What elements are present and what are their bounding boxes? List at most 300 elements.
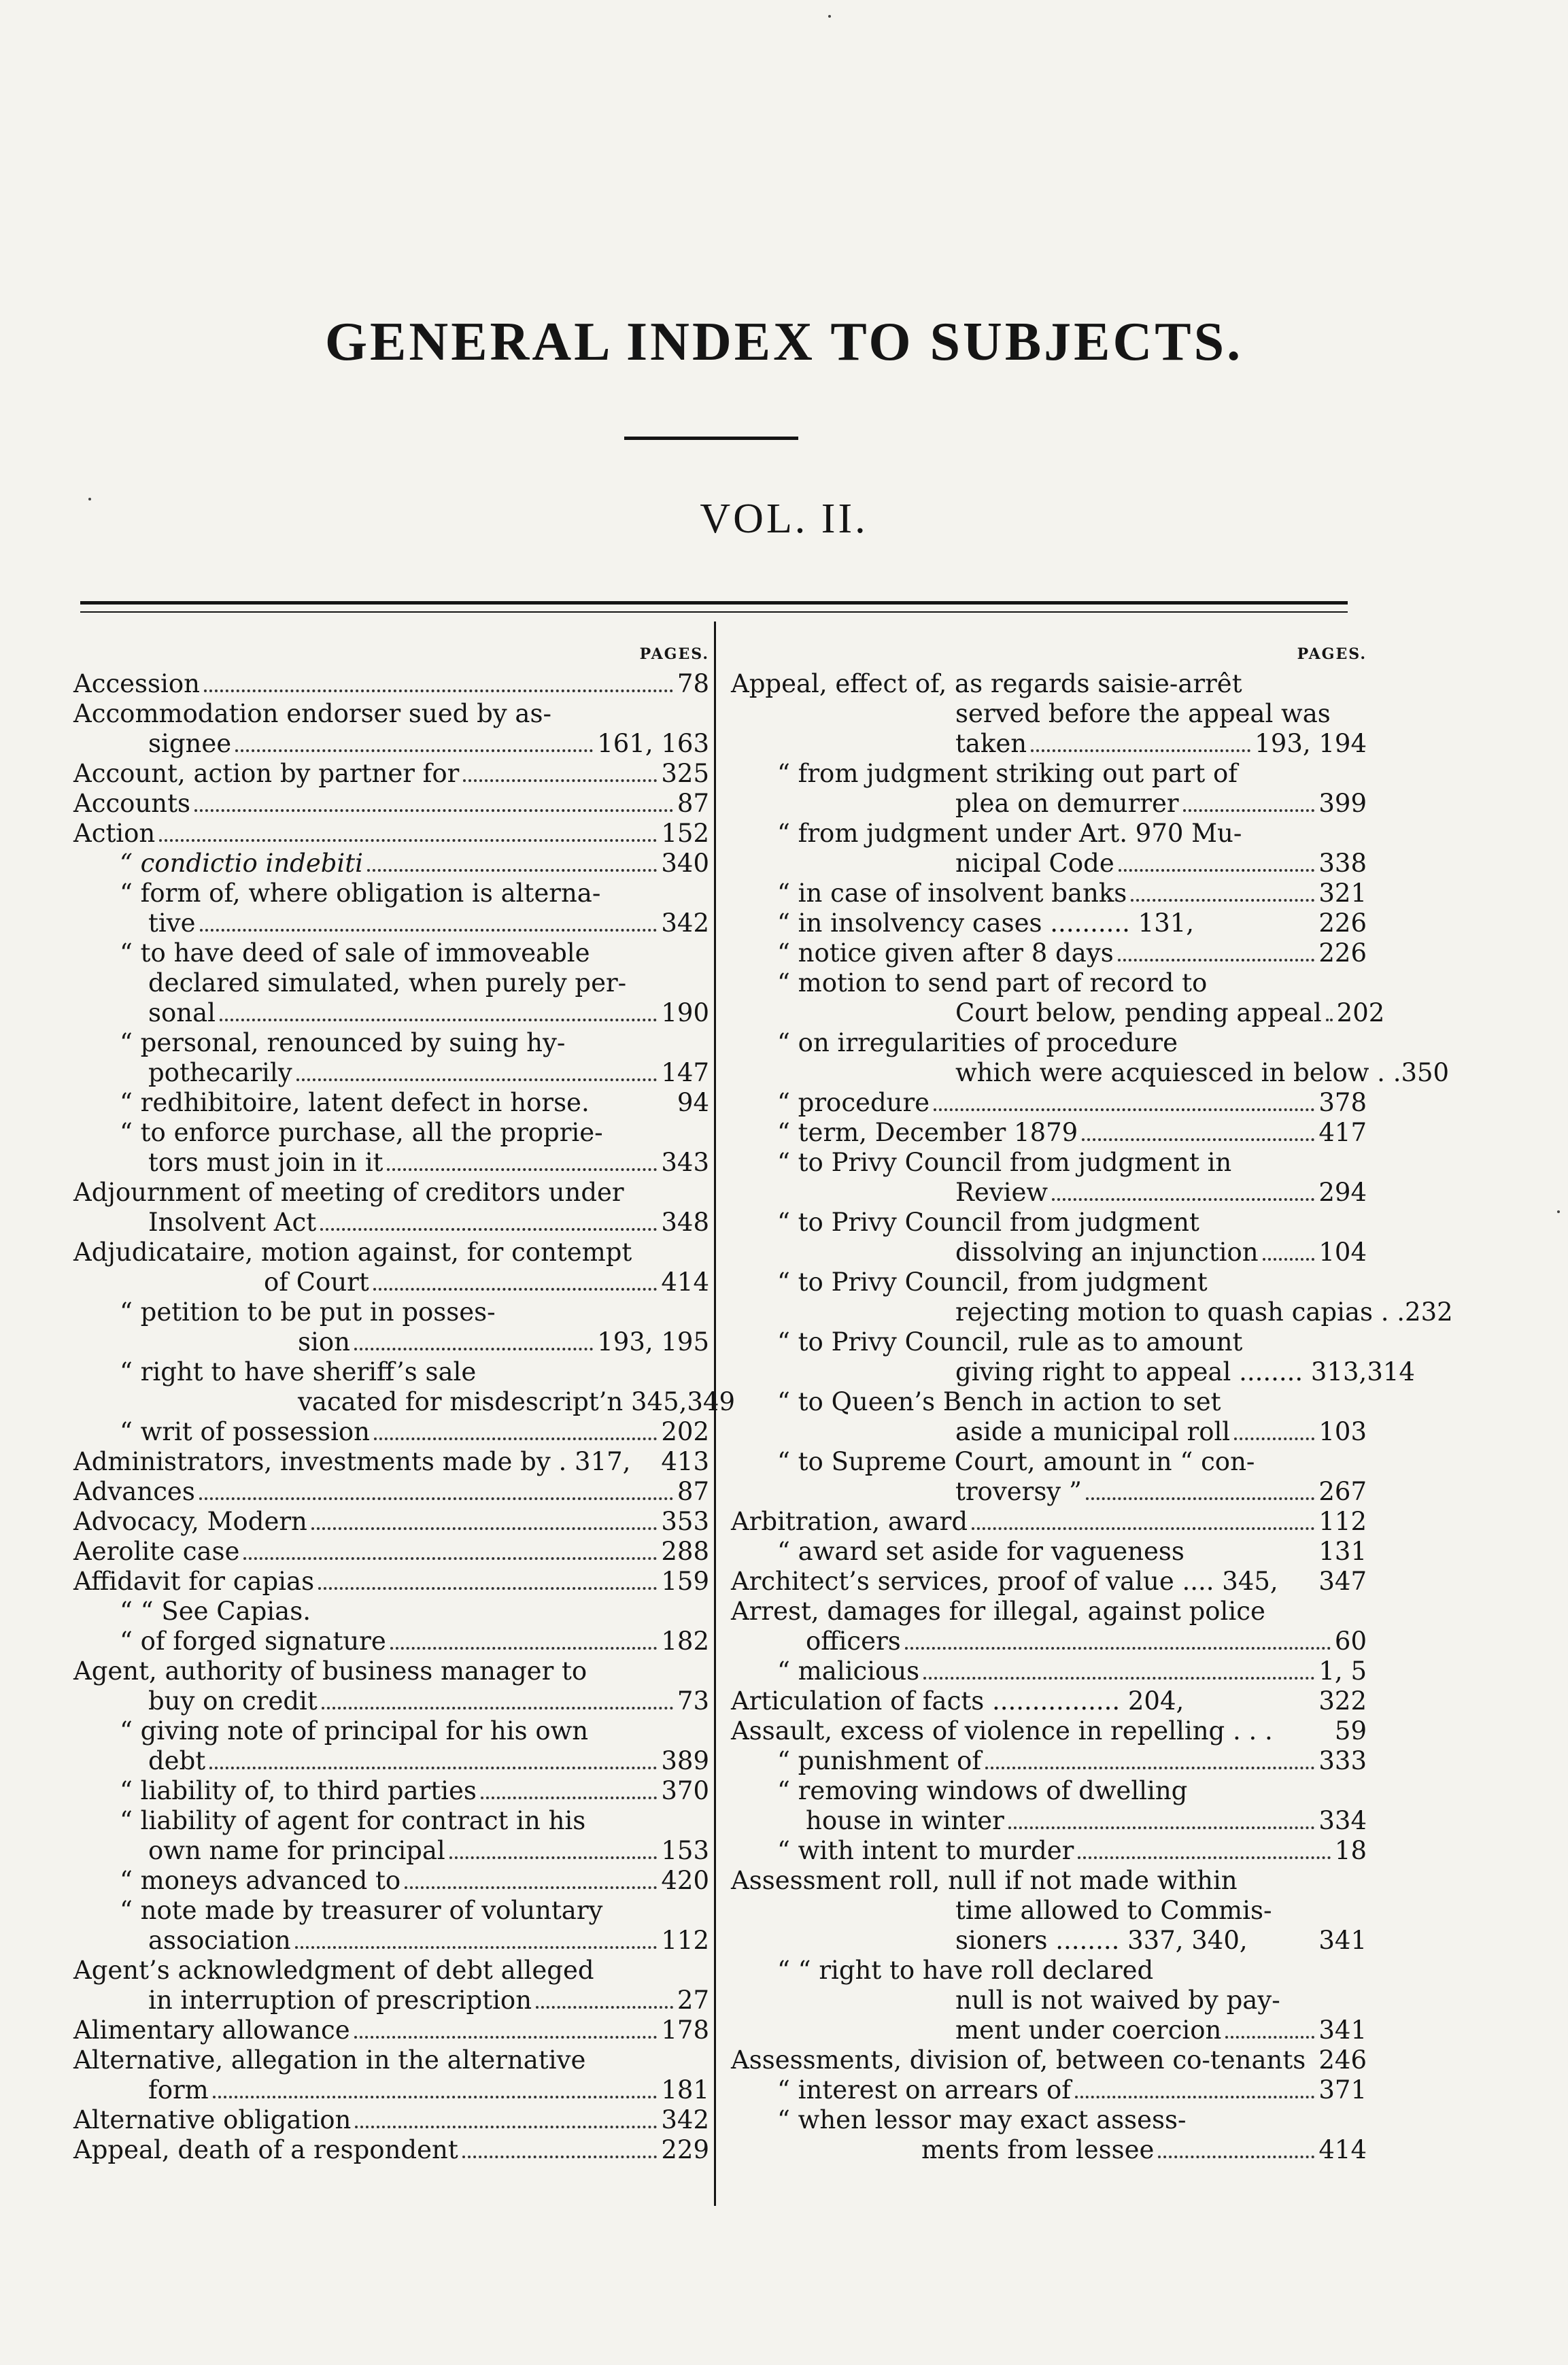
entry-text: Adjournment of meeting of creditors under xyxy=(73,1178,624,1207)
page-number: 94 xyxy=(677,1088,709,1117)
entry-text: Articulation of facts ................ 204, xyxy=(731,1686,1184,1716)
page-number: 342 xyxy=(661,908,709,938)
dot-leader xyxy=(1234,1437,1314,1440)
dot-leader xyxy=(354,1348,593,1350)
entry-text: officers xyxy=(806,1627,901,1656)
entry-text: “ removing windows of dwelling xyxy=(777,1776,1188,1805)
page-number: 229 xyxy=(661,2135,709,2164)
index-entry xyxy=(73,819,709,849)
index-entry xyxy=(731,1447,1367,1477)
page-number: 321 xyxy=(1318,879,1367,908)
print-speck xyxy=(1557,1210,1560,1213)
entry-text: Affidavit for capias xyxy=(73,1567,315,1596)
dot-leader xyxy=(374,1437,657,1440)
index-entry xyxy=(73,759,709,789)
dot-leader xyxy=(311,1527,658,1530)
page-number: 78 xyxy=(677,669,709,698)
index-entry xyxy=(73,1118,709,1148)
index-entry xyxy=(731,1387,1367,1417)
entry-text: “ of forged signature xyxy=(120,1627,386,1656)
entry-text: Agent’s acknowledgment of debt alleged xyxy=(73,1956,594,1985)
entry-text: tors must join in it xyxy=(148,1148,384,1177)
dot-leader xyxy=(295,1946,658,1949)
title-rule xyxy=(624,437,798,440)
page-number: 348 xyxy=(661,1208,709,1237)
page-number: 414 xyxy=(661,1267,709,1297)
entry-text: rejecting motion to quash capias . . xyxy=(955,1297,1405,1327)
entry-text: plea on demurrer xyxy=(955,789,1179,818)
page-number: 178 xyxy=(661,2015,709,2045)
pages-header-left: PAGES. xyxy=(639,645,709,663)
entry-text: aside a municipal roll xyxy=(955,1417,1231,1446)
entry-text: “ writ of possession xyxy=(120,1417,370,1446)
entry-text: Assault, excess of violence in repelling . . . xyxy=(731,1716,1273,1746)
entry-text: own name for principal xyxy=(148,1836,445,1865)
index-entry xyxy=(73,1656,709,1686)
index-entry xyxy=(731,789,1367,819)
index-entry xyxy=(73,1956,709,1986)
dot-leader xyxy=(1052,1198,1314,1201)
entry-text: “ to enforce purchase, all the proprie- xyxy=(120,1118,603,1147)
index-entry xyxy=(731,669,1367,699)
index-entry xyxy=(73,2075,709,2105)
dot-leader xyxy=(1086,1497,1314,1500)
entry-text: “ interest on arrears of xyxy=(777,2075,1071,2105)
page-number: 147 xyxy=(661,1058,709,1087)
dot-leader xyxy=(199,1497,673,1500)
index-entry xyxy=(731,699,1367,729)
entry-text: sion xyxy=(298,1327,350,1357)
entry-text: “ to Queen’s Bench in action to set xyxy=(777,1387,1221,1416)
index-entry xyxy=(731,729,1367,759)
dot-leader xyxy=(209,1767,657,1769)
index-entry xyxy=(73,1836,709,1866)
entry-text: “ procedure xyxy=(777,1088,930,1117)
dot-leader xyxy=(355,2126,657,2128)
index-column-right xyxy=(731,639,1453,2165)
page-number: 87 xyxy=(677,1477,709,1506)
page-number: 349 xyxy=(687,1387,736,1416)
entry-text: signee xyxy=(148,729,232,758)
dot-leader xyxy=(923,1677,1314,1680)
page-number: 322 xyxy=(1318,1686,1367,1716)
entry-text: “ condictio indebiti xyxy=(120,849,363,878)
entry-text: Advocacy, Modern xyxy=(73,1507,307,1536)
dot-leader xyxy=(220,1019,657,1021)
index-entry xyxy=(73,1208,709,1238)
entry-text: Alternative obligation xyxy=(73,2105,352,2134)
page-number: 152 xyxy=(661,819,709,848)
index-entry xyxy=(73,1716,709,1746)
entry-text: declared simulated, when purely per- xyxy=(148,968,627,998)
dot-leader xyxy=(1078,1856,1331,1859)
entry-text: “ giving note of principal for his own xyxy=(120,1716,589,1746)
dot-leader xyxy=(354,2036,658,2039)
entry-text: Aerolite case xyxy=(73,1537,240,1566)
entry-text: “ on irregularities of procedure xyxy=(777,1028,1178,1057)
index-entry xyxy=(73,2105,709,2135)
index-entry xyxy=(731,1567,1367,1597)
dot-leader xyxy=(235,749,593,752)
print-speck xyxy=(828,15,831,18)
index-entry xyxy=(731,1357,1415,1387)
page-number: 350 xyxy=(1401,1058,1450,1087)
entry-text: “ punishment of xyxy=(777,1746,982,1775)
dot-leader xyxy=(462,2156,658,2158)
dot-leader xyxy=(1131,899,1314,902)
page-number: 1, 5 xyxy=(1318,1656,1367,1686)
index-entry xyxy=(73,1267,709,1297)
dot-leader xyxy=(1118,959,1315,962)
entry-text: dissolving an injunction xyxy=(955,1238,1259,1267)
index-entry xyxy=(731,1656,1367,1686)
index-entry xyxy=(731,1716,1367,1746)
index-entry xyxy=(731,938,1367,968)
index-entry xyxy=(73,1028,709,1058)
index-entry xyxy=(731,2075,1367,2105)
index-entry xyxy=(731,1776,1367,1806)
entry-text: “ when lessor may exact assess- xyxy=(777,2105,1187,2134)
index-entry xyxy=(731,1208,1367,1238)
entry-text: Administrators, investments made by . 317, xyxy=(73,1447,631,1476)
index-entry xyxy=(731,1477,1367,1507)
index-entry xyxy=(73,2045,709,2075)
index-entry xyxy=(73,1776,709,1806)
index-entry xyxy=(731,1507,1367,1537)
dot-leader xyxy=(905,1647,1331,1650)
page-number: 226 xyxy=(1318,908,1367,938)
page-number: 153 xyxy=(661,1836,709,1865)
dot-leader xyxy=(200,929,658,932)
page-number: 161, 163 xyxy=(597,729,709,758)
index-entry xyxy=(73,1357,709,1387)
index-entry xyxy=(731,1327,1367,1357)
entry-text: null is not waived by pay- xyxy=(955,1986,1280,2015)
index-entry xyxy=(731,1297,1453,1327)
index-entry xyxy=(731,1686,1367,1716)
dot-leader xyxy=(463,779,657,782)
index-entry xyxy=(731,1806,1367,1836)
index-entry xyxy=(73,2135,709,2165)
dot-leader xyxy=(1263,1258,1315,1261)
dot-leader xyxy=(449,1856,658,1859)
index-entry xyxy=(731,1956,1367,1986)
index-entry xyxy=(73,1926,709,1956)
index-entry xyxy=(73,1597,709,1627)
page-number: 18 xyxy=(1334,1836,1367,1865)
index-entry xyxy=(731,2105,1367,2135)
index-entry xyxy=(73,1058,709,1088)
index-entry xyxy=(73,1627,709,1656)
dot-leader xyxy=(318,1587,657,1590)
entry-text: “ personal, renounced by suing hy- xyxy=(120,1028,566,1057)
entry-text: Review xyxy=(955,1178,1049,1207)
dot-leader xyxy=(1183,809,1315,812)
page-number: 246 xyxy=(1318,2045,1367,2075)
dot-leader xyxy=(373,1288,658,1291)
page-number: 190 xyxy=(661,998,709,1027)
dot-leader xyxy=(1326,1019,1333,1021)
entry-text: of Court xyxy=(264,1267,369,1297)
index-entry xyxy=(731,819,1367,849)
entry-text: “ to Privy Council, from judgment xyxy=(777,1267,1208,1297)
entry-text: Appeal, death of a respondent xyxy=(73,2135,458,2164)
dot-leader xyxy=(1082,1138,1314,1141)
page-number: 334 xyxy=(1318,1806,1367,1835)
entry-text: “ “ See Capias. xyxy=(120,1597,311,1626)
entry-text: “ malicious xyxy=(777,1656,920,1686)
entry-text: “ to Privy Council, rule as to amount xyxy=(777,1327,1243,1357)
index-entry xyxy=(731,1417,1367,1447)
index-entry xyxy=(73,1866,709,1896)
dot-leader xyxy=(320,1228,657,1231)
dot-leader xyxy=(1031,749,1250,752)
index-entry xyxy=(73,789,709,819)
entry-text: form xyxy=(148,2075,209,2105)
entry-text: Assessment roll, null if not made within xyxy=(731,1866,1238,1895)
index-entry xyxy=(73,879,709,908)
page-number: 232 xyxy=(1405,1297,1453,1327)
page-number: 294 xyxy=(1318,1178,1367,1207)
entry-text: “ liability of, to third parties xyxy=(120,1776,477,1805)
page-number: 193, 194 xyxy=(1255,729,1367,758)
entry-text: “ right to have sheriff’s sale xyxy=(120,1357,477,1386)
index-entry xyxy=(731,1836,1367,1866)
dot-leader xyxy=(390,1647,658,1650)
entry-text: “ petition to be put in posses- xyxy=(120,1297,496,1327)
page-number: 371 xyxy=(1318,2075,1367,2105)
index-entry xyxy=(73,908,709,938)
entry-text: “ moneys advanced to xyxy=(120,1866,401,1895)
entry-text: Accounts xyxy=(73,789,190,818)
index-entry xyxy=(73,1088,709,1118)
entry-text: “ from judgment under Art. 970 Mu- xyxy=(777,819,1242,848)
entry-text: Court below, pending appeal xyxy=(955,998,1322,1027)
dot-leader xyxy=(934,1108,1314,1111)
dot-leader xyxy=(159,839,657,842)
page-number: 341 xyxy=(1318,1926,1367,1955)
index-entry xyxy=(73,1297,709,1327)
index-entry xyxy=(73,1417,709,1447)
entry-text: Alternative, allegation in the alternative xyxy=(73,2045,586,2075)
dot-leader xyxy=(387,1168,657,1171)
entry-text: troversy ” xyxy=(955,1477,1082,1506)
page-number: 378 xyxy=(1318,1088,1367,1117)
index-entry xyxy=(73,1387,736,1417)
entry-text: “ redhibitoire, latent defect in horse. xyxy=(120,1088,590,1117)
index-entry xyxy=(731,1088,1367,1118)
entry-text: buy on credit xyxy=(148,1686,318,1716)
page-number: 87 xyxy=(677,789,709,818)
dot-leader xyxy=(367,869,657,872)
entry-text: “ motion to send part of record to xyxy=(777,968,1208,998)
entry-text: vacated for misdescript’n 345, xyxy=(298,1387,687,1416)
index-entry xyxy=(73,1686,709,1716)
volume-heading: VOL. II. xyxy=(700,496,868,542)
entry-text: taken xyxy=(955,729,1027,758)
page-number: 181 xyxy=(661,2075,709,2105)
entry-text: Alimentary allowance xyxy=(73,2015,350,2045)
index-entry xyxy=(731,1866,1367,1896)
dot-leader xyxy=(204,690,673,692)
index-entry xyxy=(73,1178,709,1208)
entry-text: giving right to appeal ........ 313, xyxy=(955,1357,1367,1386)
entry-text: “ to have deed of sale of immoveable xyxy=(120,938,590,968)
index-entry xyxy=(73,849,709,879)
entry-text: ment under coercion xyxy=(955,2015,1222,2045)
page-number: 112 xyxy=(661,1926,709,1955)
dot-leader xyxy=(405,1886,657,1889)
entry-text: “ liability of agent for contract in his xyxy=(120,1806,586,1835)
index-entry xyxy=(731,759,1367,789)
index-entry xyxy=(731,2045,1367,2075)
entry-text: Assessments, division of, between co-tenants xyxy=(731,2045,1306,2075)
page-number: 226 xyxy=(1318,938,1367,968)
pages-header-right: PAGES. xyxy=(1297,645,1367,663)
page-number: 417 xyxy=(1318,1118,1367,1147)
entry-text: “ notice given after 8 days xyxy=(777,938,1114,968)
dot-leader xyxy=(1158,2156,1314,2158)
entry-text: Accommodation endorser sued by as- xyxy=(73,699,551,728)
index-entry xyxy=(73,1507,709,1537)
page-number: 112 xyxy=(1318,1507,1367,1536)
page-number: 389 xyxy=(661,1746,709,1775)
entry-text: “ to Privy Council from judgment in xyxy=(777,1148,1232,1177)
dot-leader xyxy=(481,1797,657,1799)
index-entry xyxy=(731,1058,1450,1088)
dot-leader xyxy=(972,1527,1314,1530)
index-column-left xyxy=(73,639,736,2165)
index-entry xyxy=(731,1267,1367,1297)
index-entry xyxy=(731,1148,1367,1178)
double-rule xyxy=(80,601,1348,613)
entry-text: which were acquiesced in below . . xyxy=(955,1058,1401,1087)
dot-leader xyxy=(1119,869,1315,872)
dot-leader xyxy=(536,2006,673,2009)
page-number: 267 xyxy=(1318,1477,1367,1506)
entry-text: “ term, December 1879 xyxy=(777,1118,1078,1147)
index-entry xyxy=(73,1806,709,1836)
index-entry xyxy=(73,1567,709,1597)
entry-text: “ to Privy Council from judgment xyxy=(777,1208,1199,1237)
index-entry xyxy=(731,2015,1367,2045)
page-number: 60 xyxy=(1334,1627,1367,1656)
entry-text: “ in case of insolvent banks xyxy=(777,879,1127,908)
index-entry xyxy=(73,729,709,759)
page-number: 413 xyxy=(661,1447,709,1476)
index-entry xyxy=(73,1447,709,1477)
entry-text: Accession xyxy=(73,669,200,698)
entry-text: “ in insolvency cases .......... 131, xyxy=(777,908,1195,938)
index-entry xyxy=(731,998,1385,1028)
entry-text: in interruption of prescription xyxy=(148,1986,532,2015)
page-number: 342 xyxy=(661,2105,709,2134)
entry-text: Action xyxy=(73,819,156,848)
page-number: 420 xyxy=(661,1866,709,1895)
entry-text: tive xyxy=(148,908,196,938)
entry-text: Adjudicataire, motion against, for contempt xyxy=(73,1238,632,1267)
entry-text: sonal xyxy=(148,998,216,1027)
entry-text: “ with intent to murder xyxy=(777,1836,1074,1865)
page-number: 341 xyxy=(1318,2015,1367,2045)
page-number: 73 xyxy=(677,1686,709,1716)
index-entry xyxy=(73,699,709,729)
page-number: 27 xyxy=(677,1986,709,2015)
dot-leader xyxy=(985,1767,1314,1769)
index-entry xyxy=(731,1926,1367,1956)
index-entry xyxy=(73,1148,709,1178)
dot-leader xyxy=(243,1557,657,1560)
page-number: 159 xyxy=(661,1567,709,1596)
index-entry xyxy=(731,968,1367,998)
index-entry xyxy=(731,1896,1367,1926)
page-number: 343 xyxy=(661,1148,709,1177)
entry-text: Arbitration, award xyxy=(731,1507,968,1536)
index-entry xyxy=(731,1118,1367,1148)
entry-text: nicipal Code xyxy=(955,849,1114,878)
index-entry xyxy=(73,1746,709,1776)
entry-text: debt xyxy=(148,1746,206,1775)
index-entry xyxy=(731,1627,1367,1656)
index-entry xyxy=(73,1896,709,1926)
entry-text: Account, action by partner for xyxy=(73,759,460,788)
page-number: 340 xyxy=(661,849,709,878)
dot-leader xyxy=(1008,1826,1315,1829)
dot-leader xyxy=(194,809,673,812)
entry-text: “ form of, where obligation is alterna- xyxy=(120,879,601,908)
index-entry xyxy=(731,1028,1367,1058)
entry-text: served before the appeal was xyxy=(955,699,1331,728)
index-entry xyxy=(731,1986,1367,2015)
page-number: 131 xyxy=(1318,1537,1367,1566)
page-number: 59 xyxy=(1334,1716,1367,1746)
page-number: 103 xyxy=(1318,1417,1367,1446)
dot-leader xyxy=(296,1078,658,1081)
index-entry xyxy=(73,1537,709,1567)
index-entry xyxy=(73,998,709,1028)
entry-text: association xyxy=(148,1926,291,1955)
page-number: 325 xyxy=(661,759,709,788)
index-entry xyxy=(73,2015,709,2045)
index-entry xyxy=(731,849,1367,879)
page-number: 338 xyxy=(1318,849,1367,878)
entry-text: “ “ right to have roll declared xyxy=(777,1956,1154,1985)
page-number: 414 xyxy=(1318,2135,1367,2164)
dot-leader xyxy=(1075,2096,1314,2098)
index-entry xyxy=(731,908,1367,938)
page-number: 104 xyxy=(1318,1238,1367,1267)
entry-text: pothecarily xyxy=(148,1058,292,1087)
entry-text: Insolvent Act xyxy=(148,1208,317,1237)
index-entry xyxy=(731,1597,1367,1627)
page-number: 399 xyxy=(1318,789,1367,818)
page-number: 288 xyxy=(661,1537,709,1566)
index-entry xyxy=(731,1746,1367,1776)
dot-leader xyxy=(1225,2036,1314,2039)
entry-text: Advances xyxy=(73,1477,195,1506)
page-number: 353 xyxy=(661,1507,709,1536)
entry-text: time allowed to Commis- xyxy=(955,1896,1272,1925)
dot-leader xyxy=(213,2096,658,2098)
page-number: 347 xyxy=(1318,1567,1367,1596)
index-entry xyxy=(73,938,709,968)
index-entry xyxy=(731,1238,1367,1267)
page-number: 202 xyxy=(1336,998,1385,1027)
entry-text: Arrest, damages for illegal, against police xyxy=(731,1597,1265,1626)
index-entry xyxy=(731,1178,1367,1208)
entry-text: Architect’s services, proof of value .... 345, xyxy=(731,1567,1278,1596)
index-entry xyxy=(73,669,709,699)
